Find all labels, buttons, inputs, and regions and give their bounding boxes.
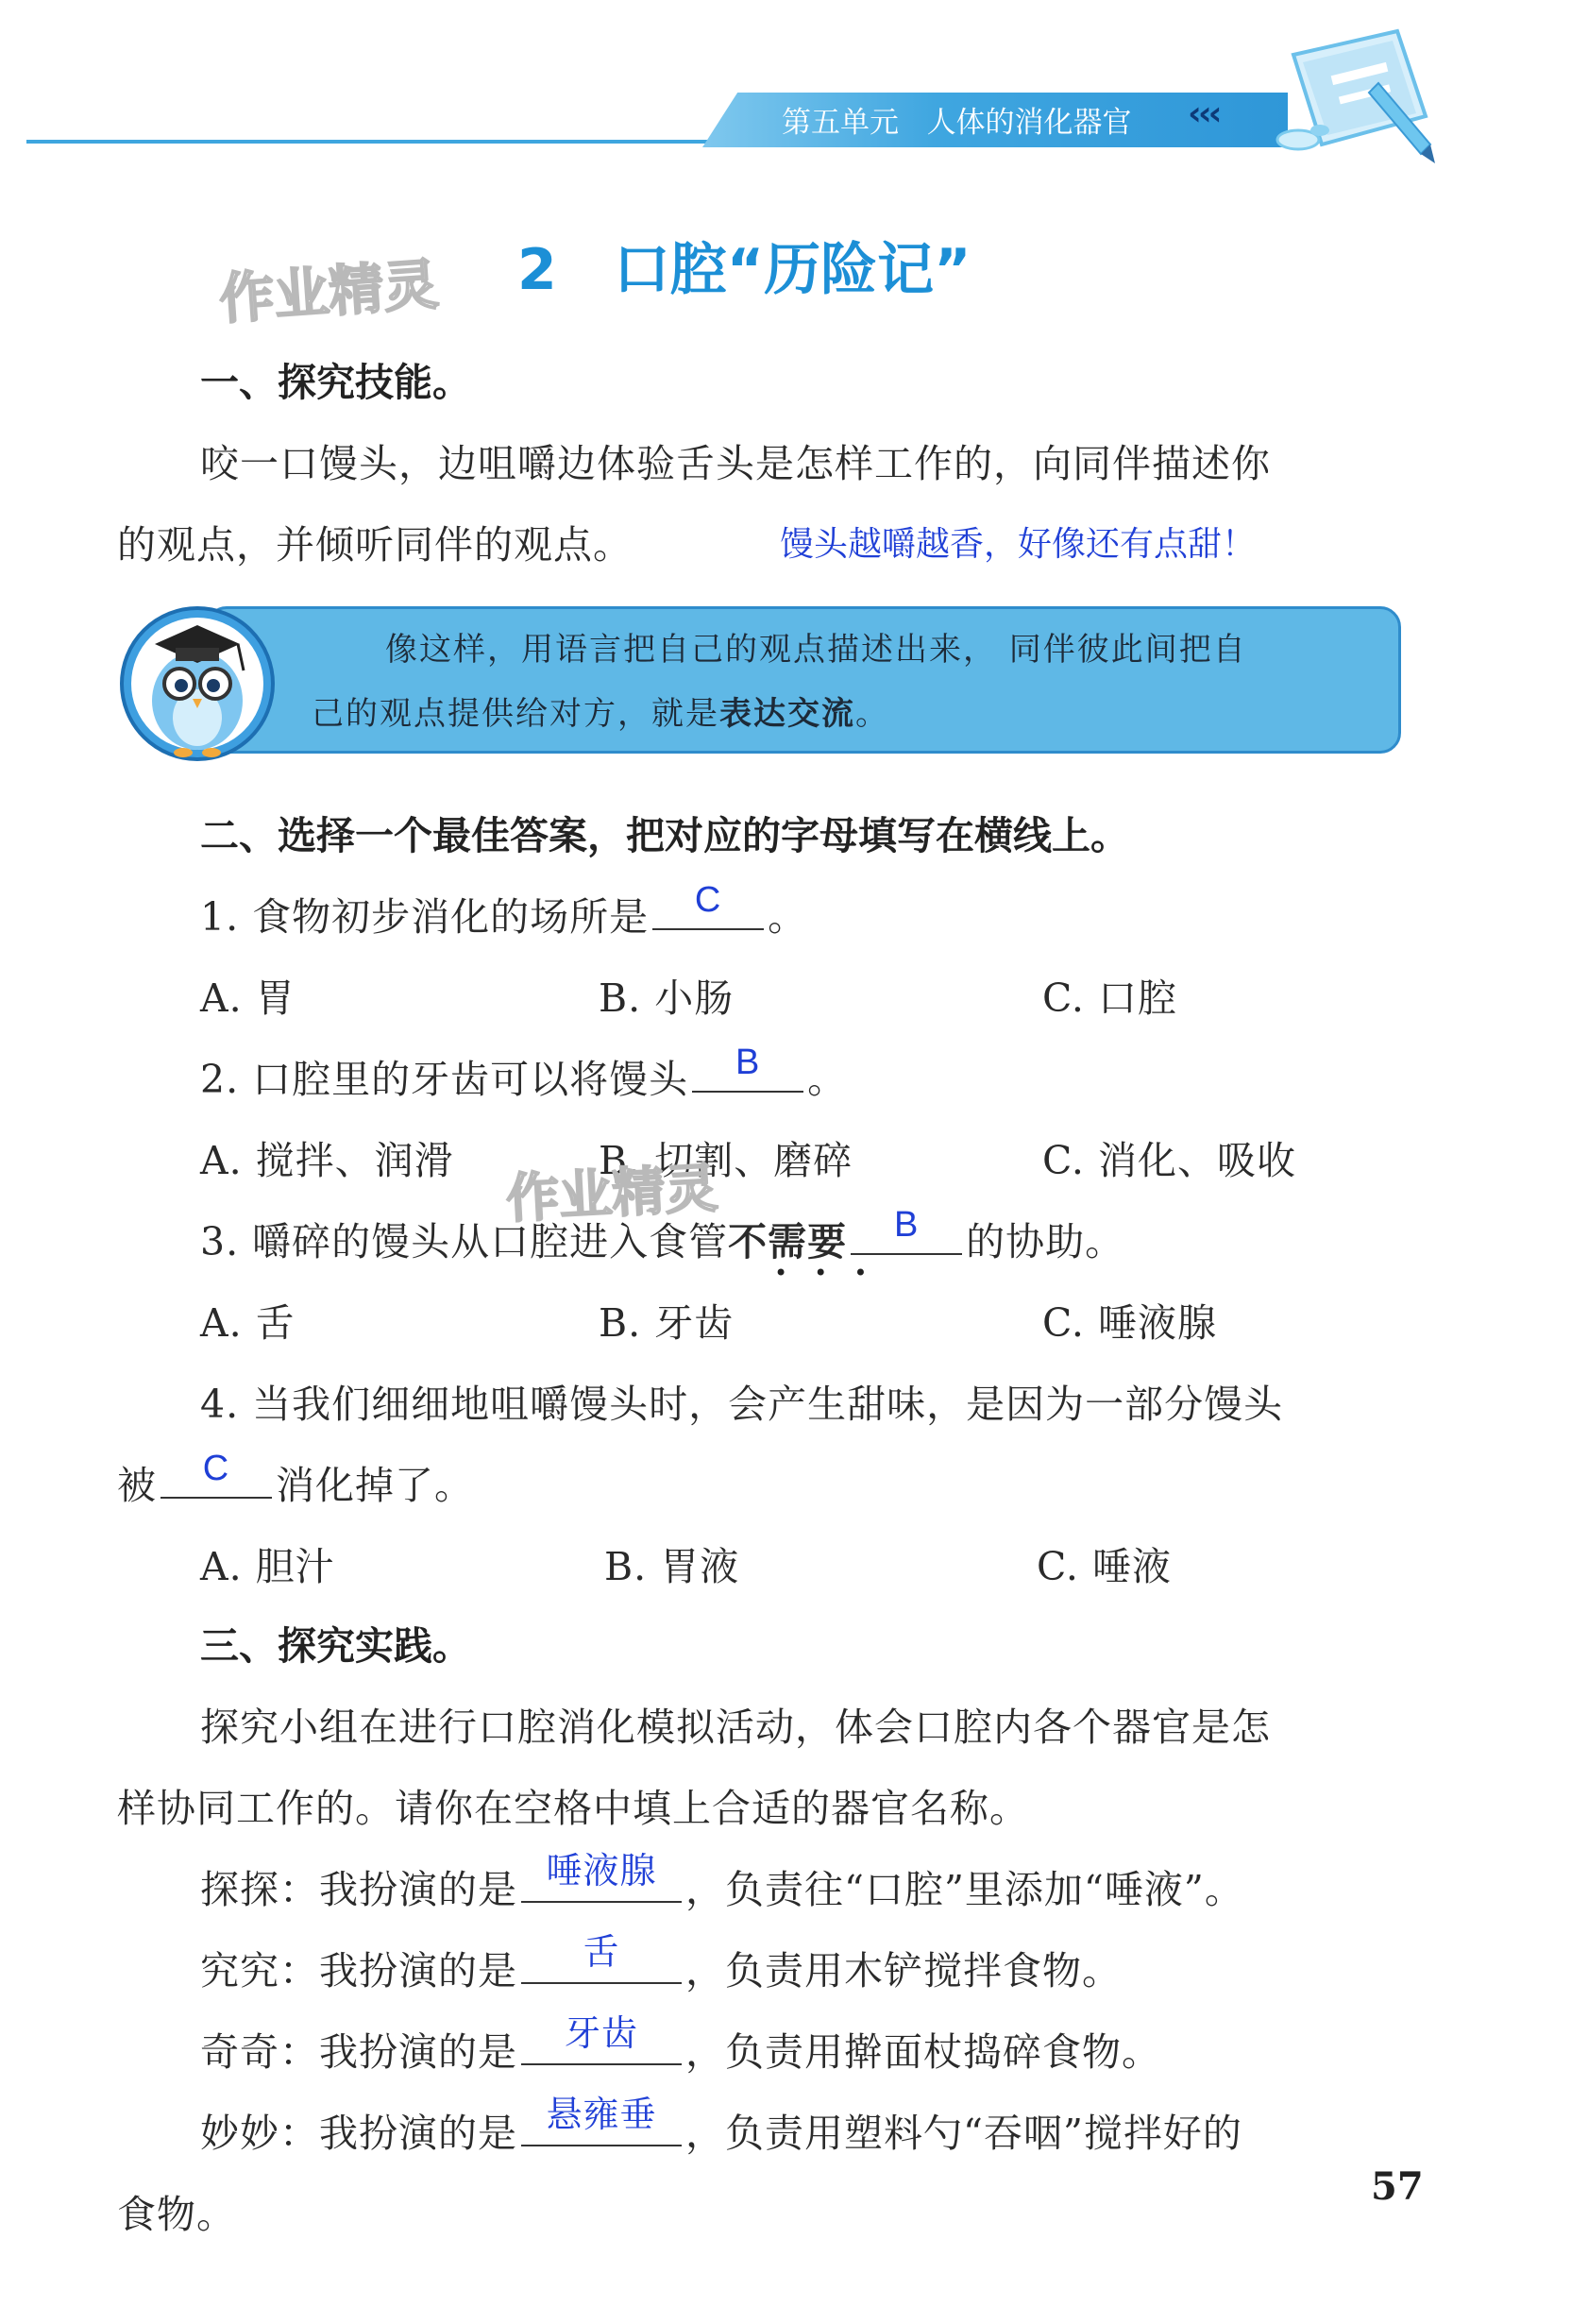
- q2-line: 2. 口腔里的牙齿可以将馒头 B 。: [200, 1043, 848, 1102]
- tip-bold-term: 表达交流: [719, 695, 855, 733]
- header-chapter: 人体的消化器官: [926, 106, 1132, 140]
- page-number: 57: [1371, 2164, 1424, 2209]
- watermark-top: 作业精灵: [217, 251, 441, 331]
- q1-option-b: B. 小肠: [599, 975, 735, 1021]
- q4-option-c: C. 唾液: [1037, 1544, 1172, 1589]
- q1-blank[interactable]: [652, 880, 764, 930]
- emphasis-dots: •••: [774, 1260, 894, 1286]
- section3-line2: 样协同工作的。请你在空格中填上合适的器官名称。: [117, 1786, 1029, 1831]
- q2-option-a: A. 搅拌、润滑: [200, 1138, 454, 1183]
- q2-answer: B: [735, 1043, 761, 1082]
- section3-line1: 探究小组在进行口腔消化模拟活动，体会口腔内各个器官是怎: [200, 1705, 1271, 1750]
- q3-option-c: C. 唾液腺: [1042, 1300, 1217, 1346]
- role-answer-2: 舌: [583, 1933, 620, 1973]
- q1-line: 1. 食物初步消化的场所是 C 。: [200, 880, 808, 940]
- section1-line2: 的观点，并倾听同伴的观点。: [117, 522, 633, 568]
- q2-option-b: B. 切割、磨碎: [599, 1138, 853, 1183]
- role-item-2: 究究：我扮演的是 舌 ，负责用木铲搅拌食物。: [200, 1940, 1122, 1995]
- q3-line: 3. 嚼碎的馒头从口腔进入食管不需要 B 的协助。: [200, 1205, 1125, 1264]
- role-blank-1[interactable]: [521, 1852, 682, 1903]
- q1-option-c: C. 口腔: [1042, 975, 1177, 1021]
- q4-answer: C: [202, 1449, 230, 1488]
- q2-blank[interactable]: [692, 1043, 803, 1093]
- header-unit-title: [782, 98, 1132, 141]
- role-item-3: 奇奇：我扮演的是 牙齿 ，负责用擀面杖捣碎食物。: [200, 2021, 1161, 2077]
- section1-line1: 咬一口馒头，边咀嚼边体验舌头是怎样工作的，向同伴描述你: [200, 441, 1271, 486]
- role-blank-3[interactable]: [521, 2014, 682, 2065]
- role-answer-4: 悬雍垂: [546, 2095, 657, 2135]
- q4-option-b: B. 胃液: [604, 1544, 740, 1589]
- q4-line1: 4. 当我们细细地咀嚼馒头时，会产生甜味，是因为一部分馒头: [200, 1382, 1284, 1427]
- q3-blank[interactable]: [851, 1205, 962, 1255]
- header-arrows: ‹‹‹: [1188, 94, 1219, 133]
- q2-option-c: C. 消化、吸收: [1042, 1138, 1296, 1183]
- clipboard-pencil-icon: [1265, 26, 1435, 168]
- owl-mascot-icon: [117, 597, 278, 763]
- role-item-1: 探探：我扮演的是 唾液腺 ，负责往“口腔”里添加“唾液”。: [200, 1858, 1244, 1914]
- section3-heading: 三、探究实践。: [200, 1623, 471, 1669]
- q1-option-a: A. 胃: [200, 975, 296, 1021]
- role-answer-1: 唾液腺: [546, 1852, 657, 1891]
- tip-line2: 己的观点提供给对方，就是表达交流。: [312, 695, 889, 733]
- section3-last-line: 食物。: [117, 2192, 236, 2237]
- page-title: 2 口腔“历险记”: [517, 237, 971, 303]
- q3-answer: B: [893, 1205, 920, 1245]
- tip-line1: 像这样，用语言把自己的观点描述出来， 同伴彼此间把自: [385, 631, 1247, 669]
- section1-heading: 一、探究技能。: [200, 360, 471, 405]
- q3-emphasis: 不需要: [728, 1219, 848, 1264]
- role-blank-4[interactable]: [521, 2095, 682, 2146]
- section2-heading: 二、选择一个最佳答案，把对应的字母填写在横线上。: [200, 813, 1129, 858]
- header-unit: 第五单元: [782, 106, 899, 140]
- q3-option-b: B. 牙齿: [599, 1300, 735, 1346]
- role-blank-2[interactable]: [521, 1933, 682, 1984]
- role-answer-3: 牙齿: [564, 2014, 638, 2054]
- q1-answer: C: [694, 880, 722, 920]
- role-item-4: 妙妙：我扮演的是 悬雍垂 ，负责用塑料勺“吞咽”搅拌好的: [200, 2102, 1242, 2158]
- q3-option-a: A. 舌: [200, 1300, 296, 1346]
- q4-line2: 被 C 消化掉了。: [117, 1449, 474, 1508]
- q4-blank[interactable]: [160, 1449, 272, 1499]
- section1-answer: 馒头越嚼越香，好像还有点甜！: [780, 524, 1257, 563]
- watermark-middle: 作业精灵: [504, 1158, 719, 1230]
- q4-option-a: A. 胆汁: [200, 1544, 335, 1589]
